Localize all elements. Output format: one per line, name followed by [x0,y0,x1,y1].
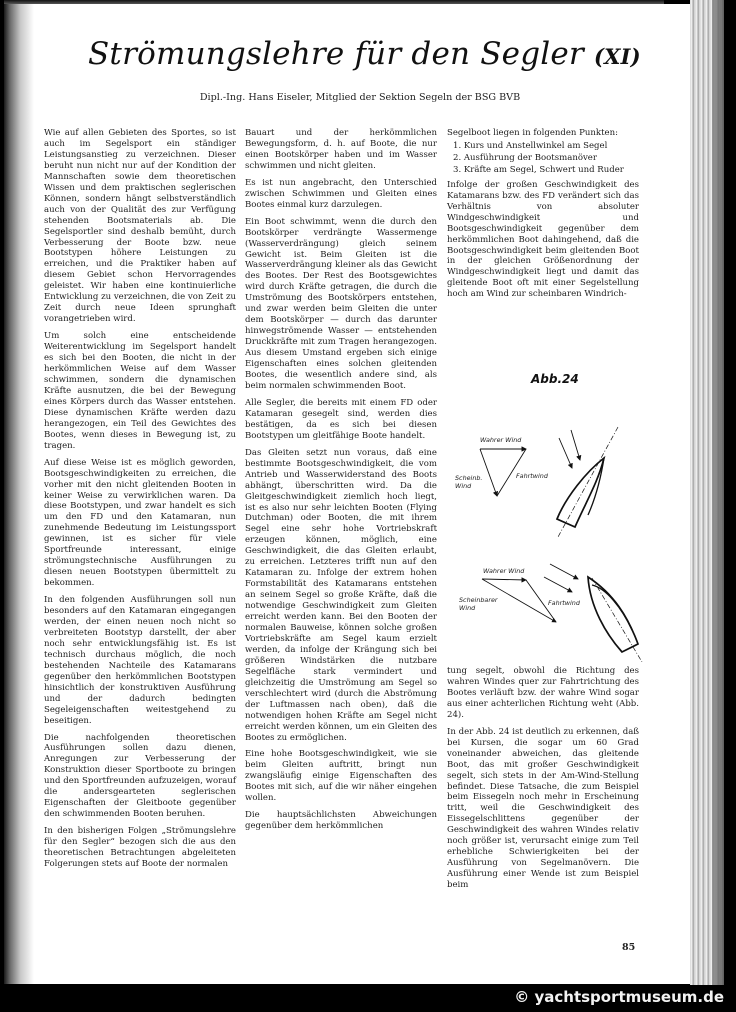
figure-caption: Abb.24 [531,372,579,386]
paragraph: In den bisherigen Folgen „Strömungslehre für den Segler“ bezogen sich die aus den theoretischen Betrachtungen abgeleiteten Folgerungen stets auf Boote der normalen [44,826,236,869]
book-background [724,0,736,1012]
paragraph: Eine hohe Bootsgeschwindigkeit, wie sie beim Gleiten auftritt, bringt nun zwangsläufig einige Eigenschaften des Bootes mit sich, auf die wir näher eingehen wollen. [245,749,437,804]
paragraph: Auf diese Weise ist es möglich geworden, Bootsgeschwindigkeiten zu erreichen, die vorher mit den nicht gleitenden Booten in keiner Weise zu verwirklichen waren. Da diese Bootstypen, und zwar handelt es sich um den FD und den Katamaran, nun zunehmende Bedeutung im Leistungssport gewinnen, ist es sicher für viele Sportfreunde interessant, einige strömungstechnische Ausführungen zu diesen neuen Bootstypen übermittelt zu bekommen. [44,457,236,589]
gutter-shadow [4,4,34,984]
title-text: Strömungslehre für den Segler [88,36,584,72]
wind-arrow [571,430,580,460]
figure-abb-24 [446,372,652,662]
page-margin [660,4,690,984]
paragraph: Um solch eine entscheidende Weiterentwicklung im Segelsport handelt es sich bei den Booten, die nicht in der herkömmlichen Weise auf dem Wasser schwimmen, sondern die dynamischen Kräfte ausnutzen, die bei der Bewegung eines Körpers durch das Wasser entstehen. Diese dynamischen Kräfte werden dazu herangezogen, ein Teil des Gewichtes des Bootes, wenn dieses in Bewegung ist, zu tragen. [44,331,236,451]
boat-hull [588,577,638,652]
paragraph: tung segelt, obwohl die Richtung des wahren Windes quer zur Fahrtrichtung des Bootes verläuft bzw. der wahre Wind sogar aus einer achterlichen Richtung weht (Abb. 24). [447,666,639,720]
paragraph: Die hauptsächlichsten Abweichungen gegenüber dem herkömmlichen [245,810,437,832]
title-part-number: (XI) [594,44,641,69]
true-wind-vector [482,579,526,580]
paragraph: Das Gleiten setzt nun voraus, daß eine bestimmte Bootsgeschwindigkeit, die vom Antrieb und Wasserwiderstand des Boots abhängt, überschritten wird. Da die Gleitgeschwindigkeit ziemlich hoch liegt, ist es also nur sehr leichten Booten (Flying Dutchman) oder Booten, die mit ihrem Segel eine sehr hohe Vortriebskraft erzeugen können, möglich, eine Geschwindigkeit, die das Gleiten erlaubt, zu erreichen. Letzteres trifft nun auf den Katamaran zu. Infolge der extrem hohen Formstabilität des Katamarans entstehen an seinem Segel so große Kräfte, daß die notwendige Geschwindigkeit zum Gleiten erreicht werden kann. Bei den Booten der normalen Bauweise, können solche großen Vortriebskräfte am Segel kaum erzielt werden, da infolge der Krängung sich bei größeren Windstärken die nutzbare Segelfläche stark vermindert und gleichzeitig die Umströmung am Segel so verschlechtert wird (durch die Abströmung der Luftmassen nach oben), daß die notwendigen hohen Kräfte am Segel nicht erreicht werden können, um ein Gleiten des Bootes zu ermöglichen. [245,447,437,743]
label-true-wind-2: Wahrer Wind [483,567,525,575]
paragraph: Ein Boot schwimmt, wenn die durch den Bootskörper verdrängte Wassermenge (Wasserverdrängung) gleich seinem Gewicht ist. Beim Gleiten ist die Wasserverdrängung kleiner als das Gewicht des Bootes. Der Rest des Bootsgewichtes wird durch Kräfte getragen, die durch die Umströmung des Bootskörpers entstehen, und zwar werden beim Gleiten die unter dem Bootskörper — durch das darunter hinwegströmende Wasser — entstehenden Druckkräfte mit zum Tragen herangezogen. Aus diesem Umstand ergeben sich einige Eigenschaften eines solchen gleitenden Bootes, die wesentlich andere sind, als beim normalen schwimmenden Boot. [245,216,437,391]
sail [592,585,632,630]
author-byline: Dipl.-Ing. Hans Eiseler, Mitglied der Sektion Segeln der BSG BVB [199,92,521,103]
label-head-wind-1: Fahrtwind [516,472,548,480]
list-item: 1. Kurs und Anstellwinkel am Segel [453,140,608,151]
paragraph: In der Abb. 24 ist deutlich zu erkennen, daß bei Kursen, die sogar um 60 Grad voneinander abweichen, das gleitende Boot, das mit großer Geschwindigkeit segelt, sich stets in der Am-Wind-Stellung befindet. Diese Tatsache, die zum Beispiel beim Eissegeln noch mehr in Erscheinung tritt, weil die Geschwindigkeit des Eissegelschlittens gegenüber der Geschwindigkeit des wahren Windes relativ noch größer ist, verursacht einige zum Teil erhebliche Schwierigkeiten bei der Ausführung von Segelmanövern. Die Ausführung einer Wende ist zum Beispiel beim [447,726,639,891]
numbered-list [447,141,639,176]
wind-arrow [559,438,572,468]
text-column-3-continued [447,666,639,897]
paragraph: In den folgenden Ausführungen soll nun besonders auf den Katamaran eingegangen werden, der einen neuen noch nicht so verbreiteten Bootstyp darstellt, der aber noch sehr entwicklungsfähig ist. Es ist technisch durchaus möglich, die noch bestehenden Nachteile des Katamarans gegenüber den herkömmlichen Bootstypen hinsichtlich der konstruktiven Ausführung und der dadurch bedingten Segeleigenschaften weitestgehend zu beseitigen. [44,595,236,726]
paragraph: Alle Segler, die bereits mit einem FD oder Katamaran gesegelt sind, werden dies bestätigen, da es sich bei diesen Bootstypen um gleitfähige Boote handelt. [245,397,437,441]
label-true-wind-1: Wahrer Wind [480,436,522,444]
article-title [88,36,648,72]
text-column-3 [447,128,639,306]
text-column-2 [245,128,437,838]
label-apparent-wind-1: Scheinb. Wind [455,474,483,490]
label-apparent-wind-2: Scheinbarer Wind [459,596,498,612]
paragraph: Infolge der großen Geschwindigkeit des Katamarans bzw. des FD verändert sich das Verhältnis von absoluter Windgeschwindigkeit und Bootsgeschwindigkeit gegenüber dem herkömmlichen Boot dahingehend, daß die Bootsgeschwindigkeit beim gleitenden Boot in der gleichen Größenordnung der Windgeschwindigkeit liegt und damit das gleitende Boot oft mit einer Segelstellung hoch am Wind zur scheinbaren Windrich- [447,179,639,300]
centerline [558,427,618,537]
text-column-1 [44,128,236,876]
copyright-watermark: © yachtsportmuseum.de [514,988,724,1006]
wind-arrow [544,577,572,592]
list-item: 3. Kräfte am Segel, Schwert und Ruder [453,164,624,175]
paragraph: Es ist nun angebracht, den Unterschied zwischen Schwimmen und Gleiten eines Bootes einmal kurz darzulegen. [245,177,437,210]
wind-arrow [550,564,578,579]
wind-vector-diagrams [446,372,652,662]
paragraph: Bauart und der herkömmlichen Bewegungsform, d. h. auf Boote, die nur einen Bootskörper haben und im Wasser schwimmen und nicht gleiten. [245,128,437,171]
boat-diagram-2 [544,564,642,662]
paragraph: Segelboot liegen in folgenden Punkten: [447,128,618,138]
list-item: 2. Ausführung der Bootsmanöver [453,152,597,163]
label-head-wind-2: Fahrtwind [548,599,580,607]
boat-diagram-1 [557,427,618,537]
paragraph: Wie auf allen Gebieten des Sportes, so ist auch im Segelsport ein ständiger Leistungsanstieg zu verzeichnen. Dieser beruht nun nicht nur auf der Kondition der Mannschaften sowie dem theoretischen Wissen und dem praktischen seglerischen Können, sondern hängt selbstverständlich auch von der Qualität des zur Verfügung stehenden Bootsmaterials ab. Die Segelsportler sind deshalb bemüht, durch Verbesserung der Boote bzw. neue Bootstypen höhere Leistungen zu erreichen, und die Praktiker haben auf diesem Gebiet schon Hervorragendes geleistet. Wir haben eine kontinuierliche Entwicklung zu verzeichnen, die von Zeit zu Zeit durch neue Ideen sprunghaft vorangetrieben wird. [44,128,236,325]
page-number: 85 [622,942,636,953]
paragraph: Die nachfolgenden theoretischen Ausführungen sollen dazu dienen, Anregungen zur Verbesserung der Konstruktion dieser Sportboote zu bringen und den Sportfreunden aufzuzeigen, worauf die andersgearteten seglerischen Eigenschaften der Gleitboote gegenüber den schwimmenden Booten beruhen. [44,732,236,820]
